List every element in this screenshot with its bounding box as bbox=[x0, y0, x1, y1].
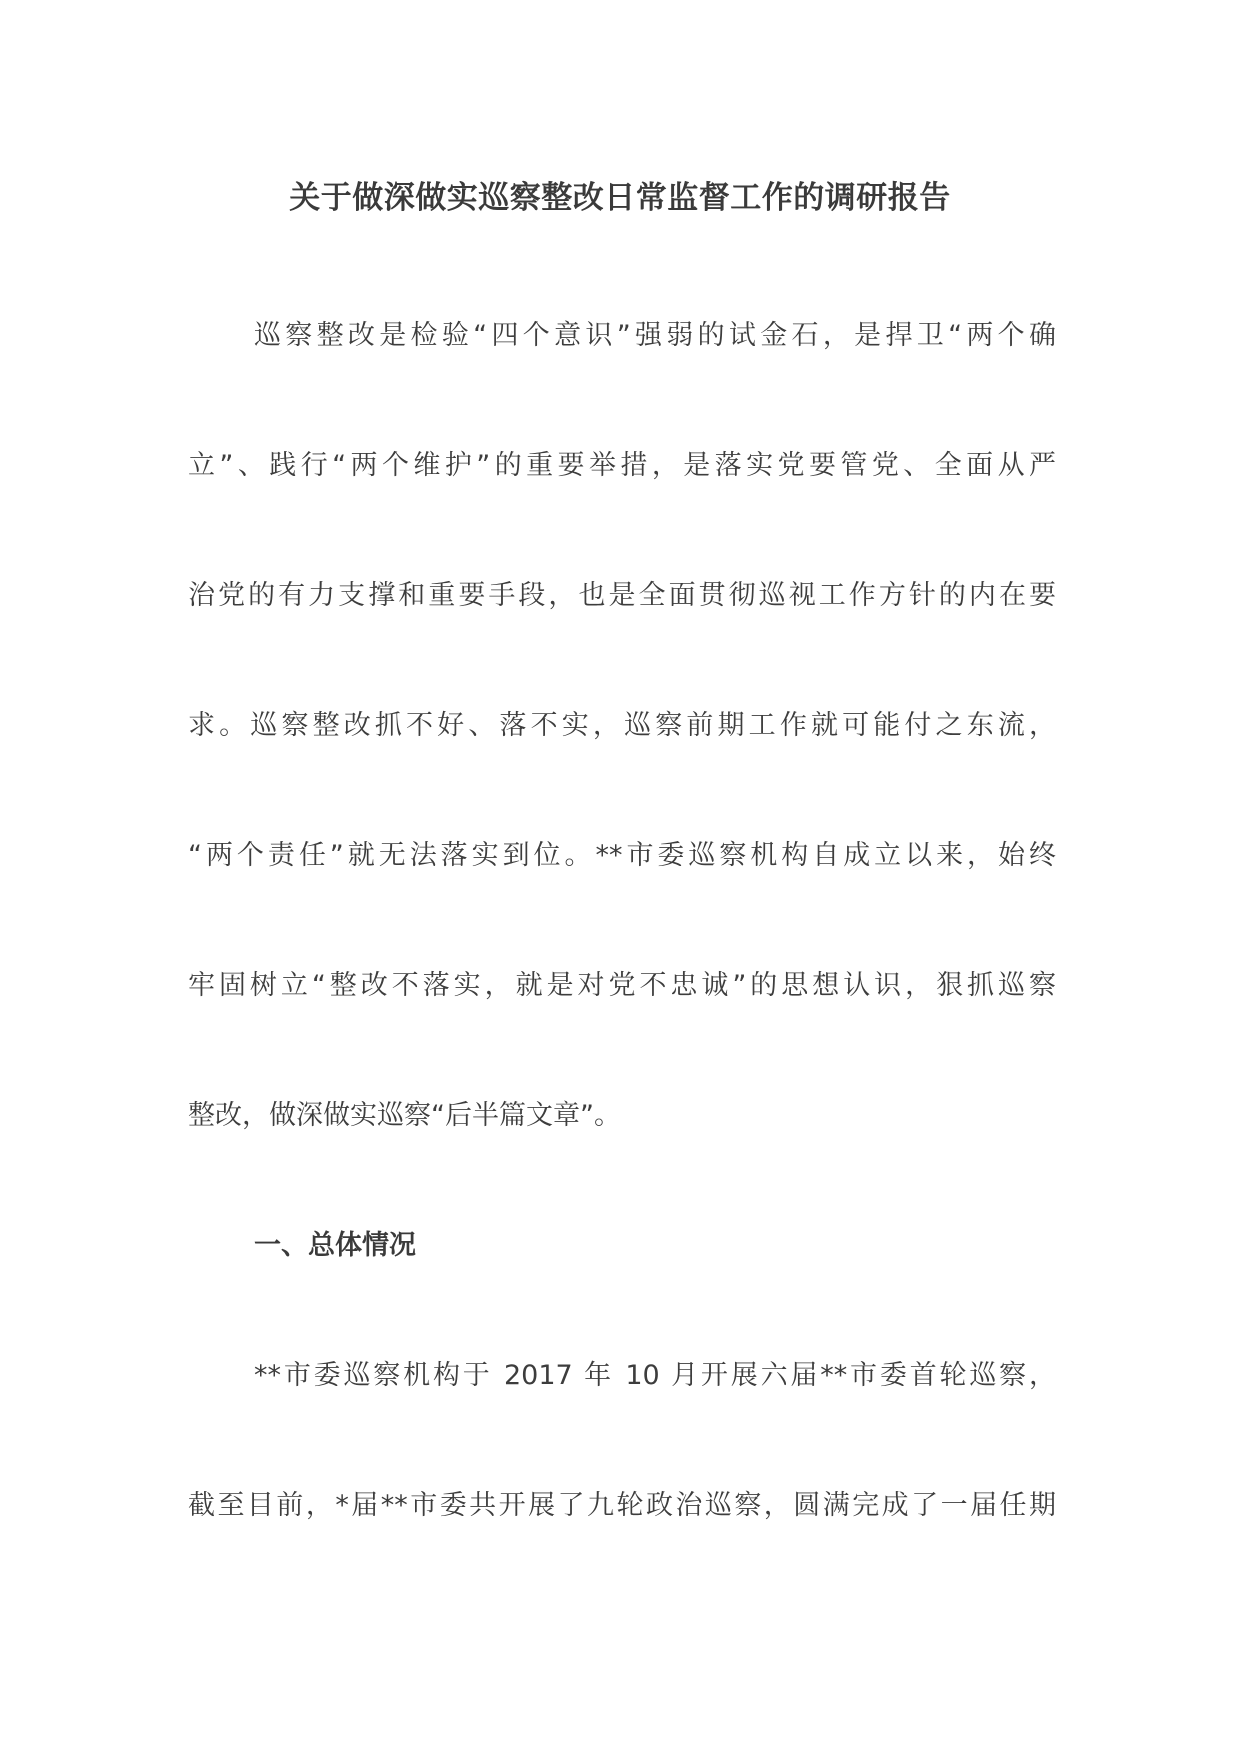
paragraph-line: 求。巡察整改抓不好、落不实，巡察前期工作就可能付之东流， bbox=[188, 710, 1056, 741]
paragraph-line: 巡察整改是检验“四个意识”强弱的试金石，是捍卫“两个确 bbox=[254, 320, 1056, 351]
paragraph-line: 截至目前，*届**市委共开展了九轮政治巡察，圆满完成了一届任期 bbox=[188, 1490, 1056, 1521]
paragraph-line: 立”、践行“两个维护”的重要举措，是落实党要管党、全面从严 bbox=[188, 450, 1056, 481]
document-title: 关于做深做实巡察整改日常监督工作的调研报告 bbox=[289, 180, 951, 216]
section-heading: 一、总体情况 bbox=[254, 1230, 416, 1261]
paragraph-line: “两个责任”就无法落实到位。**市委巡察机构自成立以来，始终 bbox=[188, 840, 1056, 871]
paragraph-line: 整改，做深做实巡察“后半篇文章”。 bbox=[188, 1100, 621, 1131]
paragraph-line: **市委巡察机构于 2017 年 10 月开展六届**市委首轮巡察， bbox=[254, 1360, 1056, 1391]
paragraph-line: 牢固树立“整改不落实，就是对党不忠诚”的思想认识，狠抓巡察 bbox=[188, 970, 1056, 1001]
paragraph-line: 治党的有力支撑和重要手段，也是全面贯彻巡视工作方针的内在要 bbox=[188, 580, 1056, 611]
